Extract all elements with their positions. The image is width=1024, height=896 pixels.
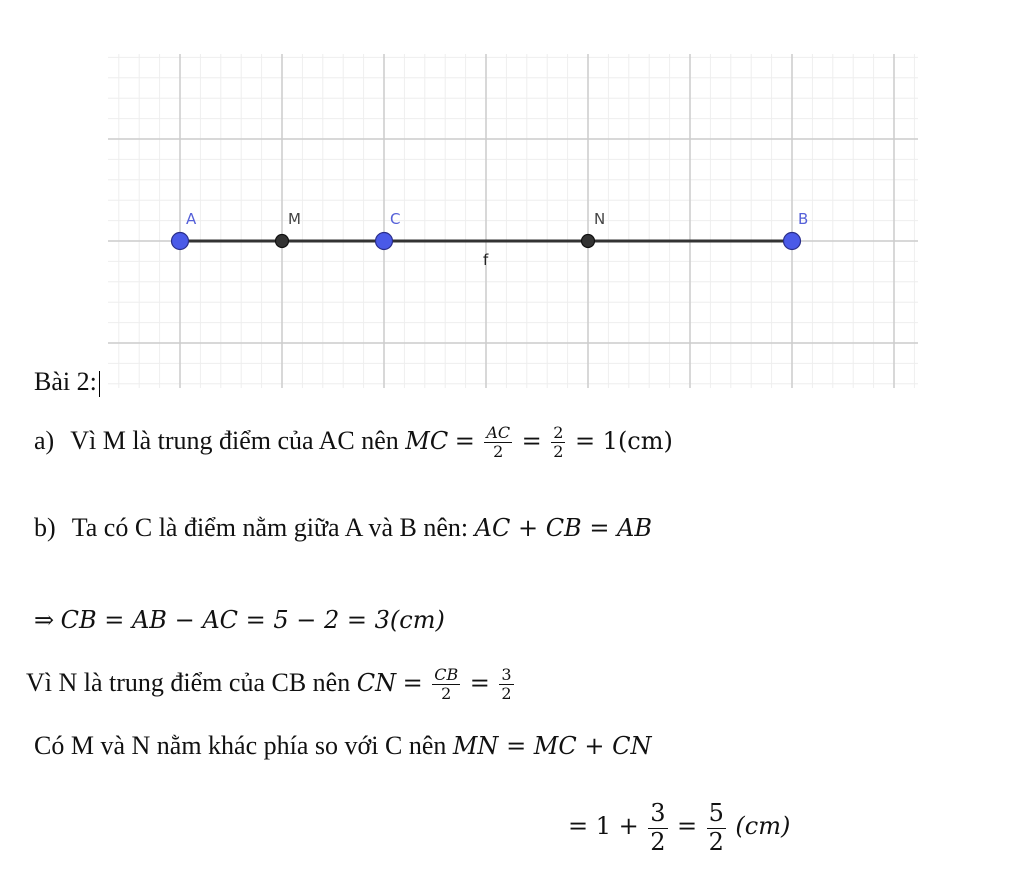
answer-d-fraction-2 xyxy=(499,666,513,704)
answer-d-line xyxy=(26,666,1024,704)
exercise-title: Bài 2: xyxy=(34,367,97,396)
answer-f-fraction-2 xyxy=(707,800,726,856)
answer-d-eq1: = xyxy=(402,668,423,697)
fraction-denominator: 2 xyxy=(441,684,452,704)
answer-c-math: CB = AB − AC = 5 − 2 = 3(cm) xyxy=(60,606,445,634)
answer-b-line xyxy=(34,512,1024,544)
fraction-numerator: 2 xyxy=(553,423,564,442)
answer-d-fraction-1 xyxy=(432,666,460,704)
exercise-title-line xyxy=(34,366,1024,398)
answer-b-math: AC + CB = AB xyxy=(474,514,653,542)
point-label-a: A xyxy=(186,210,197,228)
answer-f-line xyxy=(568,800,1008,856)
fraction-denominator: 2 xyxy=(493,442,504,462)
answer-a-text: Vì M là trung điểm của AC nên xyxy=(70,425,399,455)
point-a xyxy=(172,233,189,250)
answer-a-lhs: MC xyxy=(405,426,449,455)
answer-b-text: Ta có C là điểm nằm giữa A và B nên: xyxy=(71,513,469,542)
answer-f-pre: = 1 + xyxy=(568,812,639,841)
point-label-m: M xyxy=(288,210,301,228)
text-cursor xyxy=(99,371,100,397)
answer-e-line xyxy=(34,730,1024,762)
answer-a-eq2: = xyxy=(521,426,542,455)
answer-a-result: = 1(cm) xyxy=(574,426,673,455)
answer-e-math: MN = MC + CN xyxy=(452,732,652,760)
point-n xyxy=(582,235,595,248)
answer-d-text: Vì N là trung điểm của CB nên xyxy=(26,667,351,697)
fraction-numerator: CB xyxy=(434,665,459,684)
answer-d-eq2: = xyxy=(469,668,490,697)
fraction-numerator: 5 xyxy=(708,799,724,827)
fraction-denominator: 2 xyxy=(553,442,564,462)
fraction-numerator: 3 xyxy=(501,665,512,684)
point-label-n: N xyxy=(594,210,606,228)
answer-a-line xyxy=(34,424,1024,462)
answer-f-eq: = xyxy=(677,812,698,841)
point-label-b: B xyxy=(798,210,809,228)
point-label-c: C xyxy=(390,210,401,228)
point-b xyxy=(784,233,801,250)
answer-b-prefix: b) xyxy=(34,513,56,542)
grid-minor-lines xyxy=(108,54,918,388)
fraction-numerator: 3 xyxy=(650,799,666,827)
answer-f-unit: (cm) xyxy=(735,812,791,841)
fraction-denominator: 2 xyxy=(650,827,666,856)
points-group xyxy=(172,210,809,250)
fraction-numerator: AC xyxy=(486,423,511,442)
implies-arrow: ⇒ xyxy=(34,606,55,634)
segment-label: f xyxy=(483,251,489,269)
answer-a-fraction-1 xyxy=(484,424,512,462)
point-m xyxy=(276,235,289,248)
fraction-denominator: 2 xyxy=(501,684,512,704)
geometry-figure xyxy=(0,0,1024,400)
answer-a-prefix: a) xyxy=(34,425,55,455)
answer-f-fraction-1 xyxy=(648,800,667,856)
answer-e-text: Có M và N nằm khác phía so với C nên xyxy=(34,731,447,760)
answer-a-eq1: = xyxy=(454,426,475,455)
point-c xyxy=(376,233,393,250)
fraction-denominator: 2 xyxy=(708,827,724,856)
answer-a-fraction-2 xyxy=(551,424,565,462)
answer-c-line xyxy=(34,604,1024,636)
answer-d-lhs: CN xyxy=(356,668,397,697)
